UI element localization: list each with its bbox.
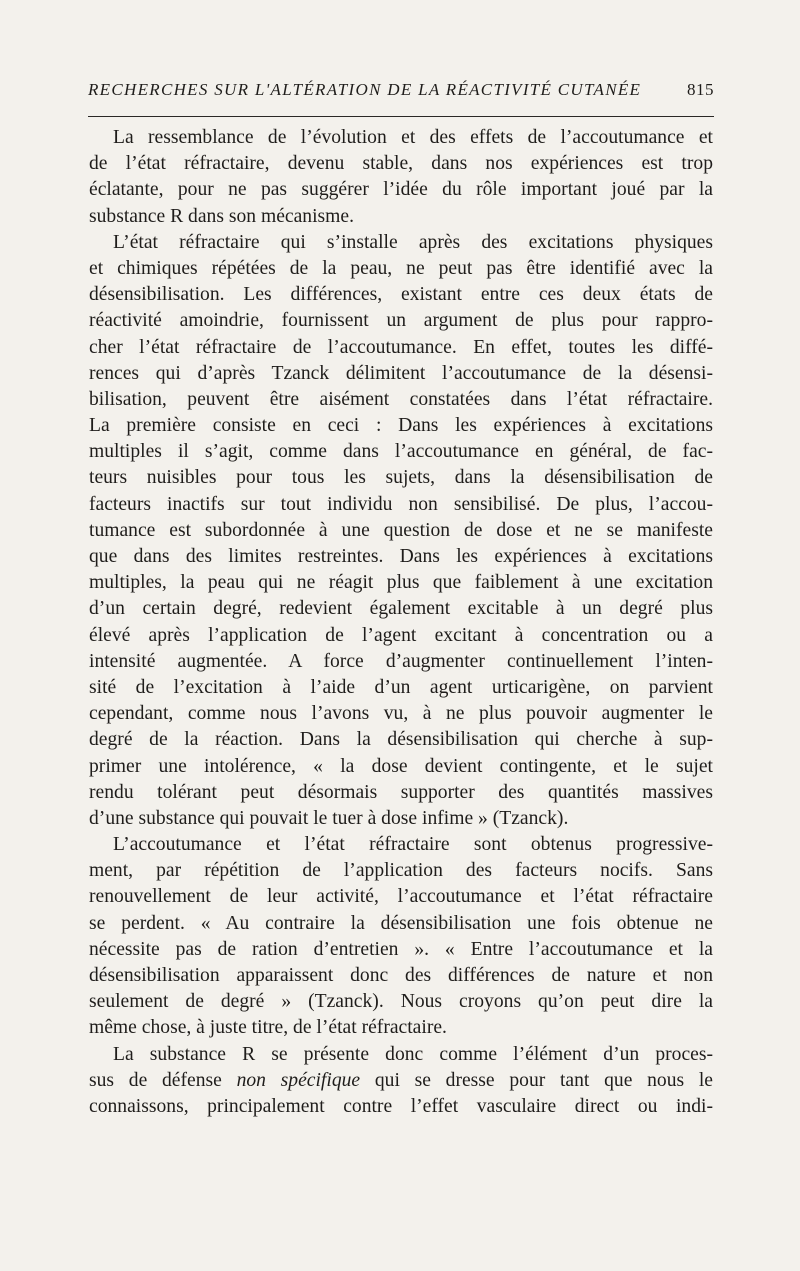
text-line: bilisation, peuvent être aisément constatées dans l’état réfractaire. (89, 388, 713, 410)
emphasized-phrase: non spécifique (236, 1069, 361, 1091)
text-line: multiples il s’agit, comme dans l’accoutumance en général, de fac- (89, 441, 713, 463)
text-line: que dans des limites restreintes. Dans les expériences à excitations (89, 546, 713, 567)
header-rule (88, 116, 714, 117)
text-line: réactivité amoindrie, fournissent un argument de plus pour rappro- (89, 310, 713, 332)
paragraph-4 (89, 1042, 713, 1121)
text-line: de l’état réfractaire, devenu stable, dans nos expériences est trop (89, 153, 713, 175)
text-line: d’un certain degré, redevient également excitable à un degré plus (89, 598, 713, 620)
text-line: teurs nuisibles pour tous les sujets, dans la désensibilisation de (89, 467, 713, 489)
text-line: ment, par répétition de l’application des facteurs nocifs. Sans (89, 860, 713, 882)
text-line: L’accoutumance et l’état réfractaire sont obtenus progressive- (113, 834, 713, 856)
text-line: même chose, à juste titre, de l’état réfractaire. (89, 1017, 447, 1039)
text-line: se perdent. « Au contraire la désensibilisation une fois obtenue ne (89, 912, 713, 934)
text-run: sus de défense (89, 1069, 237, 1091)
text-line: La première consiste en ceci : Dans les expériences à excitations (89, 415, 713, 437)
text-line: renouvellement de leur activité, l’accoutumance et l’état réfractaire (89, 886, 713, 908)
text-line: d’une substance qui pouvait le tuer à dose infime » (Tzanck). (89, 807, 569, 829)
text-line: désensibilisation. Les différences, existant entre ces deux états de (89, 284, 713, 306)
paragraph-2 (89, 230, 713, 832)
paragraph-1 (89, 125, 713, 230)
text-line: nécessite pas de ration d’entretien ». « Entre l’accoutumance et la (89, 938, 713, 960)
running-title: RECHERCHES SUR L'ALTÉRATION DE LA RÉACTIVITÉ CUTANÉE (88, 80, 642, 99)
text-line: substance R dans son mécanisme. (89, 205, 355, 227)
text-line: primer une intolérence, « la dose devient contingente, et le sujet (89, 755, 713, 777)
text-run: qui se dresse pour tant que nous le (360, 1069, 713, 1091)
text-line: élevé après l’application de l’agent excitant à concentration ou a (89, 624, 713, 646)
paragraph-3 (89, 832, 713, 1042)
text-line: rendu tolérant peut désormais supporter des quantités massives (89, 781, 713, 803)
text-line: L’état réfractaire qui s’installe après des excitations physiques (113, 231, 713, 253)
text-line: et chimiques répétées de la peau, ne peut pas être identifié avec la (89, 257, 713, 279)
text-line: sité de l’excitation à l’aide d’un agent urticarigène, on parvient (89, 676, 713, 698)
text-line: tumance est subordonnée à une question de dose et ne se manifeste (89, 519, 713, 541)
text-line: La substance R se présente donc comme l’élément d’un proces- (113, 1043, 713, 1065)
text-line: désensibilisation apparaissent donc des différences de nature et non (89, 965, 713, 986)
text-line: éclatante, pour ne pas suggérer l’idée du rôle important joué par la (89, 179, 713, 201)
text-line (89, 1068, 713, 1094)
text-line: degré de la réaction. Dans la désensibilisation qui cherche à sup- (89, 729, 713, 751)
text-line: intensité augmentée. A force d’augmenter continuellement l’inten- (89, 650, 713, 672)
page-number: 815 (687, 80, 714, 99)
text-line: cependant, comme nous l’avons vu, à ne plus pouvoir augmenter le (89, 703, 713, 725)
text-line: rences qui d’après Tzanck délimitent l’accoutumance de la désensi- (89, 362, 713, 384)
text-line: La ressemblance de l’évolution et des effets de l’accoutumance et (113, 127, 713, 148)
text-line: connaissons, principalement contre l’effet vasculaire direct ou indi- (89, 1095, 713, 1117)
text-line: multiples, la peau qui ne réagit plus que faiblement à une excitation (89, 572, 713, 594)
text-line: facteurs inactifs sur tout individu non sensibilisé. De plus, l’accou- (89, 493, 713, 515)
running-head (88, 80, 714, 106)
text-line: cher l’état réfractaire de l’accoutumance. En effet, toutes les diffé- (89, 336, 713, 358)
text-line: seulement de degré » (Tzanck). Nous croyons qu’on peut dire la (89, 991, 713, 1013)
body-text (89, 125, 713, 1120)
